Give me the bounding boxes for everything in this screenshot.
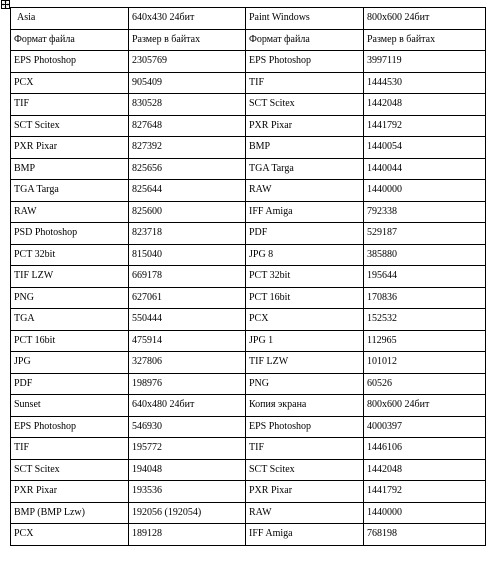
table-row <box>11 180 486 202</box>
table-cell[interactable]: 60526 <box>364 373 486 395</box>
table-cell[interactable]: SCT Scitex <box>246 94 364 116</box>
table-row <box>11 459 486 481</box>
table-cell[interactable]: Размер в байтах <box>364 29 486 51</box>
table-cell[interactable]: PNG <box>246 373 364 395</box>
table-cell[interactable]: 825600 <box>129 201 246 223</box>
table-cell[interactable]: TIF <box>11 438 129 460</box>
table-row <box>11 266 486 288</box>
table-cell[interactable]: EPS Photoshop <box>246 51 364 73</box>
table-row <box>11 158 486 180</box>
table-row <box>11 72 486 94</box>
table-cell[interactable]: 546930 <box>129 416 246 438</box>
table-row <box>11 137 486 159</box>
table-cell[interactable]: 815040 <box>129 244 246 266</box>
table-cell[interactable]: 825644 <box>129 180 246 202</box>
table-cell[interactable]: 825656 <box>129 158 246 180</box>
table-cell[interactable]: PXR Pixar <box>11 481 129 503</box>
table-cell[interactable]: 827648 <box>129 115 246 137</box>
table-cell[interactable]: 195644 <box>364 266 486 288</box>
table-cell[interactable]: PCX <box>11 72 129 94</box>
table-row <box>11 115 486 137</box>
table-cell[interactable]: IFF Amiga <box>246 201 364 223</box>
table-cell[interactable]: PCX <box>246 309 364 331</box>
table-cell[interactable]: 905409 <box>129 72 246 94</box>
table-row <box>11 223 486 245</box>
table-cell[interactable]: RAW <box>11 201 129 223</box>
table-row <box>11 352 486 374</box>
table-cell[interactable]: 768198 <box>364 524 486 546</box>
table-cell[interactable]: 192056 (192054) <box>129 502 246 524</box>
table-cell[interactable]: TGA <box>11 309 129 331</box>
table-cell[interactable]: Формат файла <box>246 29 364 51</box>
table-row <box>11 438 486 460</box>
table-cell[interactable]: BMP <box>246 137 364 159</box>
table-cell[interactable]: Paint Windows <box>246 8 364 30</box>
table-cell[interactable]: 1442048 <box>364 94 486 116</box>
table-cell[interactable]: PCT 16bit <box>11 330 129 352</box>
table-cell[interactable]: TGA Targa <box>246 158 364 180</box>
table-cell[interactable]: EPS Photoshop <box>246 416 364 438</box>
table-cell[interactable]: 800x600 24бит <box>364 395 486 417</box>
table-cell[interactable]: 827392 <box>129 137 246 159</box>
table-cell[interactable]: BMP (BMP Lzw) <box>11 502 129 524</box>
table-cell[interactable]: 1440044 <box>364 158 486 180</box>
table-cell[interactable]: 1440054 <box>364 137 486 159</box>
table-cell[interactable]: 189128 <box>129 524 246 546</box>
table-cell[interactable]: TIF LZW <box>246 352 364 374</box>
table-cell[interactable]: RAW <box>246 502 364 524</box>
table-cell[interactable]: PCT 16bit <box>246 287 364 309</box>
table-cell[interactable]: 1440000 <box>364 180 486 202</box>
table-cell[interactable]: Копия экрана <box>246 395 364 417</box>
table-cell[interactable]: Формат файла <box>11 29 129 51</box>
table-cell[interactable]: 193536 <box>129 481 246 503</box>
table-cell[interactable]: 640x480 24бит <box>129 395 246 417</box>
table-cell[interactable]: 800x600 24бит <box>364 8 486 30</box>
table-cell[interactable]: TIF <box>11 94 129 116</box>
table-cell[interactable]: TIF LZW <box>11 266 129 288</box>
table-cell[interactable]: PCT 32bit <box>246 266 364 288</box>
table-cell[interactable]: 194048 <box>129 459 246 481</box>
move-cross-icon <box>2 1 9 8</box>
table-cell[interactable]: JPG 8 <box>246 244 364 266</box>
table-cell[interactable]: TIF <box>246 72 364 94</box>
table-cell[interactable]: 152532 <box>364 309 486 331</box>
table-cell[interactable]: IFF Amiga <box>246 524 364 546</box>
table-cell[interactable]: 550444 <box>129 309 246 331</box>
table-cell[interactable]: 830528 <box>129 94 246 116</box>
table-cell[interactable]: RAW <box>246 180 364 202</box>
table-cell[interactable]: EPS Photoshop <box>11 51 129 73</box>
table-cell[interactable]: 1442048 <box>364 459 486 481</box>
table-cell[interactable]: 792338 <box>364 201 486 223</box>
table-cell[interactable]: PXR Pixar <box>246 115 364 137</box>
table-cell[interactable]: BMP <box>11 158 129 180</box>
table-cell[interactable]: SCT Scitex <box>11 459 129 481</box>
table-cell[interactable]: EPS Photoshop <box>11 416 129 438</box>
table-row <box>11 94 486 116</box>
table-cell[interactable]: 1441792 <box>364 481 486 503</box>
table-cell[interactable]: 529187 <box>364 223 486 245</box>
table-cell[interactable]: PDF <box>246 223 364 245</box>
table-cell[interactable]: 3997119 <box>364 51 486 73</box>
table-cell[interactable]: 2305769 <box>129 51 246 73</box>
table-row <box>11 481 486 503</box>
table-cell[interactable]: PNG <box>11 287 129 309</box>
table-row <box>11 51 486 73</box>
table-row <box>11 502 486 524</box>
table-cell[interactable]: 385880 <box>364 244 486 266</box>
table-cell[interactable]: 1444530 <box>364 72 486 94</box>
table-cell[interactable]: 327806 <box>129 352 246 374</box>
table-cell[interactable]: SCT Scitex <box>246 459 364 481</box>
table-cell[interactable]: 823718 <box>129 223 246 245</box>
table-cell[interactable]: 195772 <box>129 438 246 460</box>
table-cell[interactable]: SCT Scitex <box>11 115 129 137</box>
table-cell[interactable]: JPG 1 <box>246 330 364 352</box>
table-row <box>11 373 486 395</box>
table-row <box>11 29 486 51</box>
file-size-table-body <box>11 8 486 546</box>
table-move-handle[interactable] <box>1 0 10 9</box>
table-cell[interactable]: PCX <box>11 524 129 546</box>
table-cell[interactable]: Asia <box>11 8 129 30</box>
table-cell[interactable]: PXR Pixar <box>11 137 129 159</box>
table-cell[interactable]: 475914 <box>129 330 246 352</box>
table-cell[interactable]: TGA Targa <box>11 180 129 202</box>
table-cell[interactable]: 1440000 <box>364 502 486 524</box>
table-row <box>11 287 486 309</box>
table-cell[interactable]: PSD Photoshop <box>11 223 129 245</box>
table-row <box>11 416 486 438</box>
table-cell[interactable]: PXR Pixar <box>246 481 364 503</box>
table-cell[interactable]: Sunset <box>11 395 129 417</box>
table-cell[interactable]: 198976 <box>129 373 246 395</box>
table-row <box>11 201 486 223</box>
table-cell[interactable]: PCT 32bit <box>11 244 129 266</box>
table-row <box>11 395 486 417</box>
table-cell[interactable]: Размер в байтах <box>129 29 246 51</box>
file-size-table <box>10 7 486 546</box>
table-row <box>11 309 486 331</box>
table-cell[interactable]: 669178 <box>129 266 246 288</box>
table-row <box>11 330 486 352</box>
table-cell[interactable]: 640x430 24бит <box>129 8 246 30</box>
table-cell[interactable]: 170836 <box>364 287 486 309</box>
table-cell[interactable]: 101012 <box>364 352 486 374</box>
table-cell[interactable]: 627061 <box>129 287 246 309</box>
table-cell[interactable]: PDF <box>11 373 129 395</box>
table-cell[interactable]: JPG <box>11 352 129 374</box>
table-cell[interactable]: 1441792 <box>364 115 486 137</box>
table-cell[interactable]: 4000397 <box>364 416 486 438</box>
table-cell[interactable]: 1446106 <box>364 438 486 460</box>
table-cell[interactable]: 112965 <box>364 330 486 352</box>
table-cell[interactable]: TIF <box>246 438 364 460</box>
table-row <box>11 524 486 546</box>
table-row <box>11 8 486 30</box>
table-row <box>11 244 486 266</box>
